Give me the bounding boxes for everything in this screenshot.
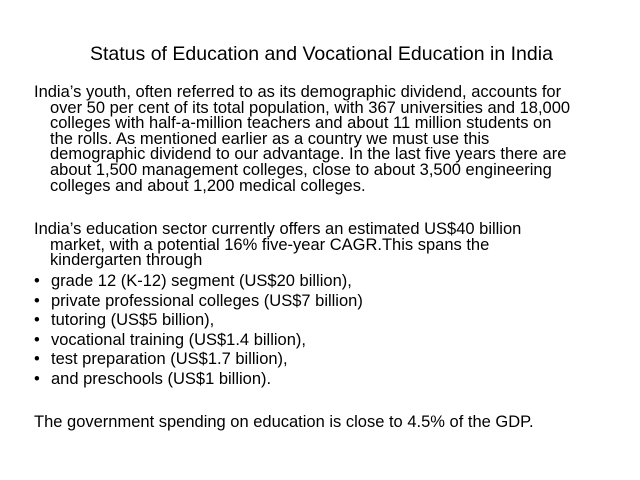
- bullet-icon: •: [34, 272, 40, 290]
- paragraph-line: about 1,500 management colleges, close to about 3,500 engineering: [50, 160, 552, 179]
- bullet-icon: •: [34, 291, 40, 310]
- bullet-text: grade 12 (K-12) segment (US$20 billion),: [51, 272, 352, 290]
- bullet-item: [34, 311, 363, 331]
- segment-bullet-list: [34, 272, 363, 390]
- bullet-item: [34, 331, 363, 351]
- paragraph-line: India’s youth, often referred to as its demographic dividend, accounts for: [34, 83, 562, 101]
- bullet-icon: •: [34, 369, 40, 388]
- bullet-text: private professional colleges (US$7 billion): [51, 291, 363, 310]
- paragraph-line: over 50 per cent of its total population, with 367 universities and 18,000: [50, 98, 571, 117]
- paragraph-line: colleges and about 1,200 medical colleges.: [50, 176, 366, 195]
- bullet-item: [34, 292, 363, 312]
- bullet-item: [34, 272, 363, 292]
- bullet-text: and preschools (US$1 billion).: [51, 369, 272, 388]
- bullet-icon: •: [34, 330, 40, 349]
- market-paragraph: [34, 222, 624, 269]
- bullet-item: [34, 370, 363, 390]
- paragraph-line: colleges with half-a-million teachers and about 11 million students on: [50, 114, 552, 133]
- slide-title: Status of Education and Vocational Education in India: [90, 43, 553, 65]
- bullet-item: [34, 350, 363, 370]
- paragraph-line: India’s education sector currently offers an estimated US$40 billion: [34, 220, 522, 238]
- paragraph-line: demographic dividend to our advantage. In the last five years there are: [50, 145, 567, 164]
- paragraph-line: the rolls. As mentioned earlier as a country we must use this: [50, 129, 490, 148]
- bullet-text: vocational training (US$1.4 billion),: [51, 330, 306, 349]
- paragraph-line: kindergarten through: [50, 251, 203, 270]
- bullet-icon: •: [34, 350, 40, 369]
- bullet-text: test preparation (US$1.7 billion),: [51, 350, 288, 369]
- closing-statement: The government spending on education is close to 4.5% of the GDP.: [34, 413, 534, 431]
- intro-paragraph: [34, 85, 624, 194]
- bullet-text: tutoring (US$5 billion),: [51, 311, 215, 330]
- paragraph-line: market, with a potential 16% five-year CAGR.This spans the: [50, 235, 490, 254]
- bullet-icon: •: [34, 311, 40, 330]
